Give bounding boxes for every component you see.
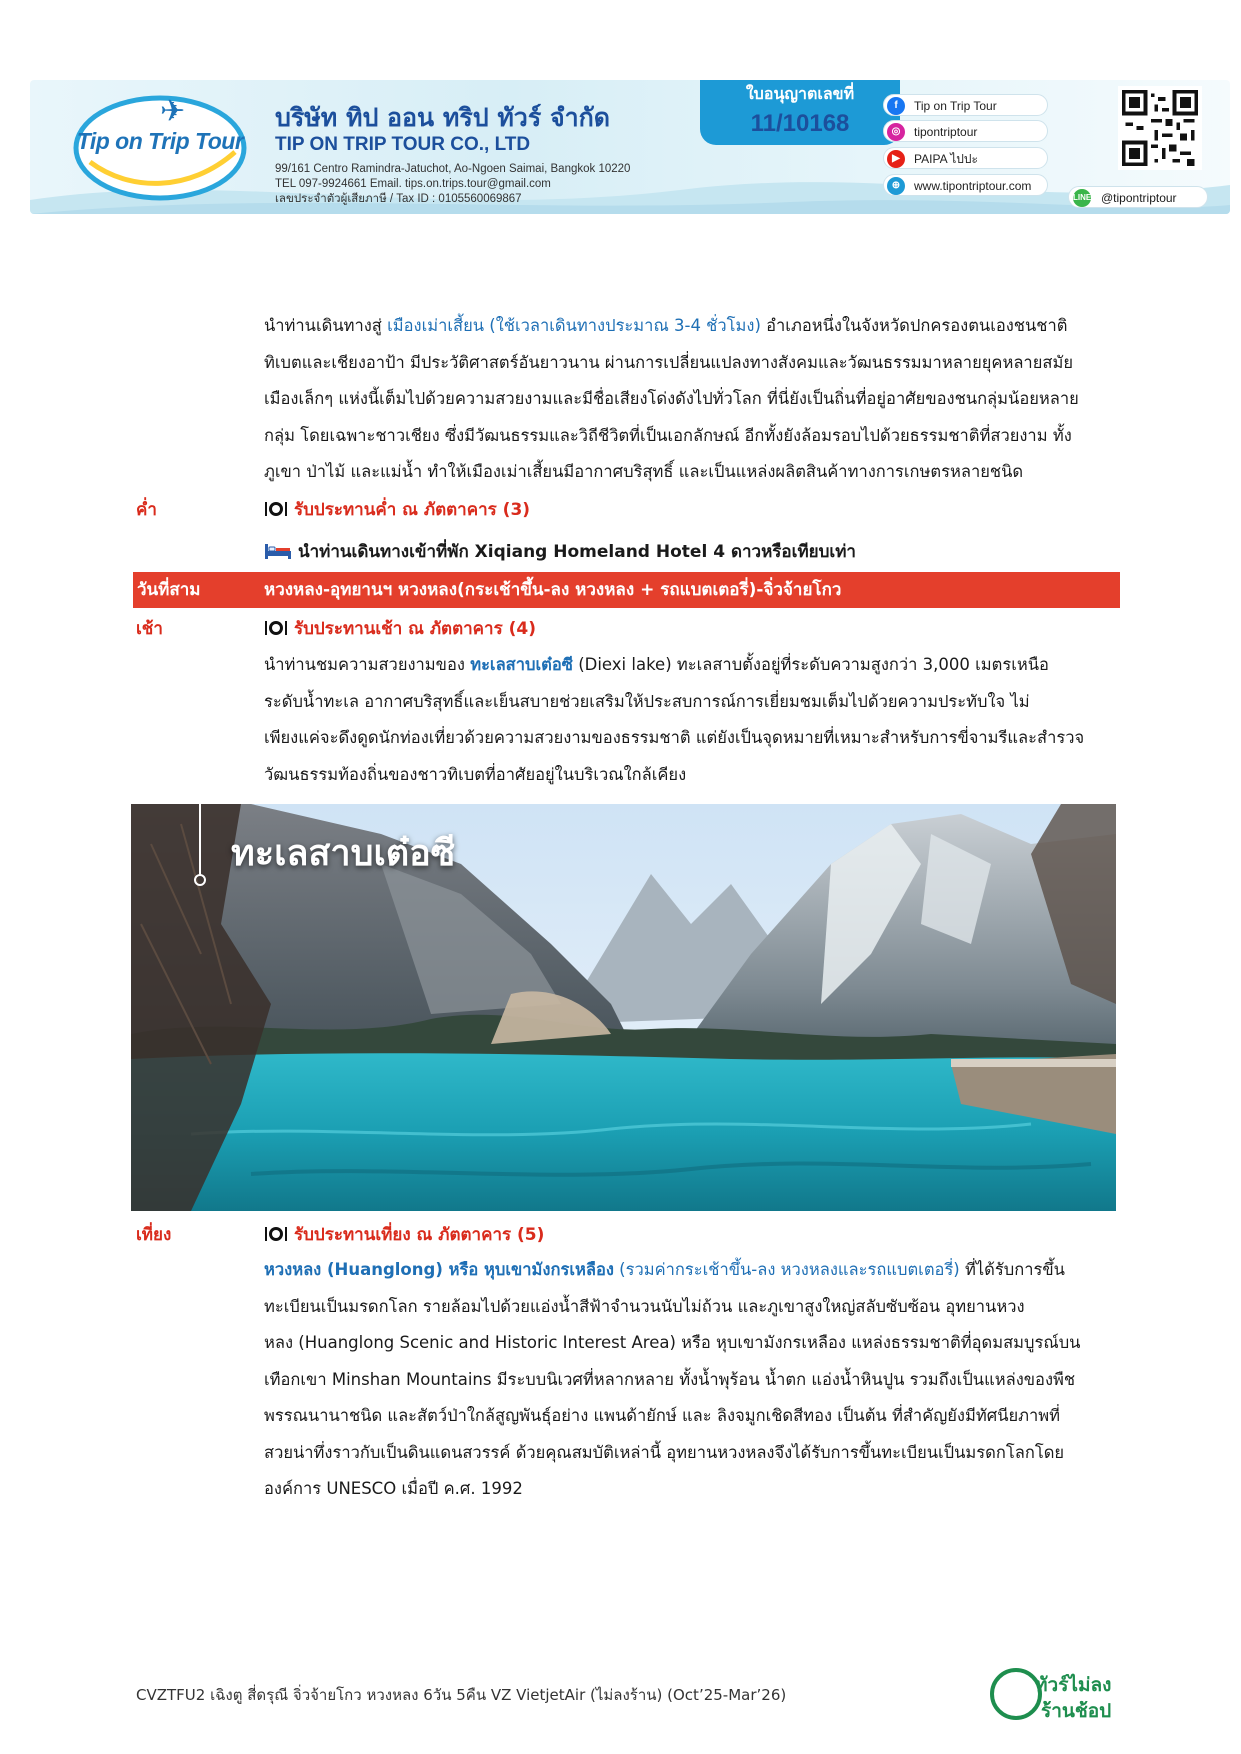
- huanglong-line-1: [264, 1252, 1120, 1289]
- address-line: 99/161 Centro Ramindra-Jatuchot, Ao-Ngoen Saimai, Bangkok 10220: [275, 163, 631, 175]
- company-name-thai: บริษัท ทิป ออน ทริป ทัวร์ จำกัด: [275, 103, 611, 132]
- huanglong-line-5: พรรณนานาชนิด และสัตว์ป่าใกล้สูญพันธุ์อย่าง แพนด้ายักษ์ และ ลิงจมูกเชิดสีทอง เป็นต้น ที่สำคัญยังมีทัศนียภาพที่: [264, 1406, 1061, 1425]
- line-id: @tipontriptour: [1101, 191, 1177, 205]
- caption-line: [199, 804, 201, 876]
- hotel-line: [264, 538, 856, 565]
- instagram-icon: ◎: [887, 123, 905, 141]
- intro-line-2: ทิเบตและเชียงอาป้า มีประวัติศาสตร์อันยาวนาน ผ่านการเปลี่ยนแปลงทางสังคมและวัฒนธรรมมาหลายยุคหลายสมัย: [264, 352, 1073, 372]
- huanglong-line-6: สวยน่าทึ่งราวกับเป็นดินแดนสวรรค์ ด้วยคุณสมบัติเหล่านี้ อุทยานหวงหลงจึงได้รับการขึ้นทะเบียนเป็นมรดกโลกโดย: [264, 1442, 1065, 1462]
- company-address: [275, 162, 630, 207]
- intro-line-1: อำเภอหนึ่งในจังหวัดปกครองตนเองชนชาติ: [760, 316, 1068, 335]
- dinner-text: รับประทานค่ำ ณ ภัตตาคาร (3): [294, 500, 531, 520]
- huanglong-paragraph: [264, 1252, 1120, 1508]
- diexi-line-3: เพียงแค่จะดึงดูดนักท่องเที่ยวด้วยความสวยงามของธรรมชาติ แต่ยังเป็นจุดหมายที่เหมาะสำหรับการขี่จามรีและสำรวจ: [264, 728, 1085, 747]
- dining-icon: [264, 500, 288, 518]
- no-shopping-logo: [990, 1668, 1150, 1726]
- footer-tour-code: CVZTFU2 เฉิงตู สี่ดรุณี จิ่วจ้ายโกว หวงหลง 6วัน 5คืน VZ VietjetAir (ไม่ลงร้าน) (Oct’25-Mar’26): [136, 1686, 787, 1704]
- intro-line-5: ภูเขา ป่าไม้ และแม่น้ำ ทำให้เมืองเม่าเสี้ยนมีอากาศบริสุทธิ์ และเป็นแหล่งผลิตสินค้าทางการเกษตรหลายชนิด: [264, 462, 1024, 481]
- license-number: 11/10168: [750, 110, 850, 137]
- photo-caption: ทะเลสาบเต๋อซี: [231, 833, 456, 874]
- youtube-icon: ▶: [887, 150, 905, 168]
- breakfast-text: รับประทานเช้า ณ ภัตตาคาร (4): [294, 619, 537, 639]
- diexi-prefix: นำท่านชมความสวยงามของ: [264, 655, 471, 674]
- diexi-line-4: วัฒนธรรมท้องถิ่นของชาวทิเบตที่อาศัยอยู่ในบริเวณใกล้เคียง: [264, 764, 687, 784]
- qr-code: [1118, 86, 1202, 170]
- destination-name: เมืองเม่าเสี้ยน: [387, 316, 485, 335]
- logo-text: Tip on Trip Tour: [76, 128, 244, 154]
- bed-icon: [264, 542, 292, 560]
- diexi-line-2: ระดับน้ำทะเล อากาศบริสุทธิ์และเย็นสบายช่วยเสริมให้ประสบการณ์การเยี่ยมชมเต็มไปด้วยความประทับใจ ไม่: [264, 691, 1030, 711]
- line-link[interactable]: [1068, 186, 1208, 208]
- huanglong-line-4: เทือกเขา Minshan Mountains มีระบบนิเวศที่หลากหลาย ทั้งน้ำพุร้อน น้ำตก แอ่งน้ำหินปูน รวมถึงเป็นแหล่งของพืช: [264, 1369, 1076, 1389]
- dining-icon: [264, 1225, 288, 1243]
- lunch-text: รับประทานเที่ยง ณ ภัตตาคาร (5): [294, 1225, 545, 1245]
- web-icon: ⊕: [887, 177, 905, 195]
- youtube-link[interactable]: [883, 147, 1048, 169]
- lunch-meal: [264, 1221, 544, 1248]
- youtube-label: PAIPA ไปปะ: [914, 152, 978, 166]
- line-icon: LINE: [1073, 189, 1091, 207]
- license-label: ใบอนุญาตเลขที่: [745, 84, 855, 103]
- intro-paragraph: [264, 308, 1120, 491]
- tax-id-line: เลขประจำตัวผู้เสียภาษี / Tax ID : 0105560069867: [275, 193, 522, 205]
- huanglong-line-3: หลง (Huanglong Scenic and Historic Interest Area) หรือ หุบเขามังกรเหลือง แหล่งธรรมชาติที่อุดมสมบูรณ์บน: [264, 1333, 1081, 1352]
- intro-line-3: เมืองเล็กๆ แห่งนี้เต็มไปด้วยความสวยงามและมีชื่อเสียงโด่งดังไปทั่วโลก ที่นี่ยังเป็นถิ่นที่อยู่อาศัยของชนกลุ่มน้อยหลาย: [264, 389, 1079, 408]
- day-title: หวงหลง-อุทยานฯ หวงหลง(กระเช้าขึ้น-ลง หวงหลง + รถแบตเตอรี่)-จิ่วจ้ายโกว: [264, 580, 842, 600]
- travel-duration: (ใช้เวลาเดินทางประมาณ 3-4 ชั่วโมง): [484, 316, 761, 335]
- instagram-label: tipontriptour: [914, 125, 978, 139]
- diexi-lake-photo: [131, 804, 1116, 1211]
- header-banner: [30, 80, 1230, 214]
- website-label: www.tipontriptour.com: [914, 179, 1032, 193]
- airplane-icon: ✈: [160, 94, 186, 129]
- diexi-lake-name: ทะเลสาบเต๋อซี: [470, 655, 573, 674]
- hotel-text: นำท่านเดินทางเข้าที่พัก Xiqiang Homeland Hotel 4 ดาวหรือเทียบเท่า: [298, 542, 856, 562]
- logo-line-1: ทัวร์ไม่ลง: [1035, 1674, 1112, 1696]
- facebook-icon: f: [887, 97, 905, 115]
- caption-dot: [194, 874, 206, 886]
- huanglong-note: (รวมค่ากระเช้าขึ้น-ลง หวงหลงและรถแบตเตอรี่): [613, 1260, 960, 1279]
- intro-line: [264, 308, 1120, 345]
- facebook-label: Tip on Trip Tour: [914, 99, 997, 113]
- diexi-paragraph: [264, 647, 1120, 793]
- qr-code-pattern: [1122, 90, 1198, 166]
- huanglong-name: หวงหลง (Huanglong) หรือ หุบเขามังกรเหลือง: [264, 1260, 614, 1279]
- diexi-rest: (Diexi lake) ทะเลสาบตั้งอยู่ที่ระดับความสูงกว่า 3,000 เมตรเหนือ: [572, 655, 1049, 674]
- huanglong-line-2: ทะเบียนเป็นมรดกโลก รายล้อมไปด้วยแอ่งน้ำสีฟ้าจำนวนนับไม่ถ้วน และภูเขาสูงใหญ่สลับซับซ้อน อุทยานหวง: [264, 1296, 1025, 1316]
- website-link[interactable]: [883, 174, 1048, 196]
- huanglong-rest: ที่ได้รับการขึ้น: [959, 1260, 1065, 1279]
- dinner-meal: [264, 496, 530, 523]
- day-label: วันที่สาม: [137, 580, 201, 600]
- day-header-band: [133, 572, 1120, 608]
- logo-line-2: ร้านช้อป: [1041, 1700, 1112, 1722]
- contact-line: TEL 097-9924661 Email. tips.on.trips.tour@gmail.com: [275, 178, 551, 190]
- company-name-english: TIP ON TRIP TOUR CO., LTD: [275, 134, 531, 155]
- instagram-link[interactable]: [883, 120, 1048, 142]
- intro-line-4: กลุ่ม โดยเฉพาะชาวเชียง ซึ่งมีวัฒนธรรมและวิถีชีวิตที่เป็นเอกลักษณ์ อีกทั้งยังล้อมรอบไปด้วยธรรมชาติที่สวยงาม ทั้ง: [264, 425, 1072, 445]
- dinner-label: ค่ำ: [136, 500, 157, 520]
- breakfast-label: เช้า: [136, 619, 163, 639]
- intro-prefix: นำท่านเดินทางสู่: [264, 316, 388, 335]
- breakfast-meal: [264, 615, 536, 642]
- huanglong-line-7: องค์การ UNESCO เมื่อปี ค.ศ. 1992: [264, 1479, 523, 1498]
- dining-icon: [264, 619, 288, 637]
- facebook-link[interactable]: [883, 94, 1048, 116]
- diexi-line-1: [264, 647, 1120, 684]
- lunch-label: เที่ยง: [136, 1225, 172, 1245]
